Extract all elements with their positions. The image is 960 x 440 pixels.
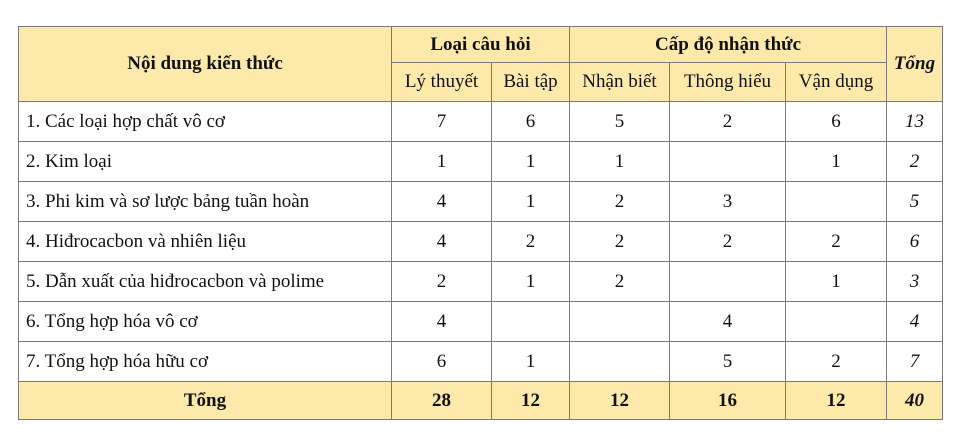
cell-theory: 2	[392, 262, 492, 302]
cell-recognition: 2	[570, 262, 670, 302]
cell-application: 6	[786, 102, 887, 142]
cell-theory: 7	[392, 102, 492, 142]
table-row	[19, 302, 943, 342]
table-row	[19, 142, 943, 182]
cell-theory: 1	[392, 142, 492, 182]
table-row	[19, 182, 943, 222]
cell-theory: 4	[392, 182, 492, 222]
total-label: Tổng	[19, 382, 392, 420]
table-footer	[19, 382, 943, 420]
header-content: Nội dung kiến thức	[19, 27, 392, 102]
cell-total: 7	[887, 342, 943, 382]
row-topic: 1. Các loại hợp chất vô cơ	[19, 102, 392, 142]
cell-comprehension: 4	[670, 302, 786, 342]
cell-total: 2	[887, 142, 943, 182]
cell-recognition: 5	[570, 102, 670, 142]
cell-recognition: 2	[570, 222, 670, 262]
total-application: 12	[786, 382, 887, 420]
cell-comprehension	[670, 262, 786, 302]
cell-application	[786, 302, 887, 342]
cell-exercise	[492, 302, 570, 342]
cell-exercise: 2	[492, 222, 570, 262]
cell-application	[786, 182, 887, 222]
header-comprehension: Thông hiểu	[670, 63, 786, 102]
row-topic: 3. Phi kim và sơ lược bảng tuần hoàn	[19, 182, 392, 222]
cell-exercise: 6	[492, 102, 570, 142]
cell-comprehension: 2	[670, 222, 786, 262]
header-theory: Lý thuyết	[392, 63, 492, 102]
cell-recognition	[570, 342, 670, 382]
table-row	[19, 102, 943, 142]
table-row	[19, 222, 943, 262]
cell-application: 2	[786, 222, 887, 262]
total-grand: 40	[887, 382, 943, 420]
cell-theory: 6	[392, 342, 492, 382]
total-exercise: 12	[492, 382, 570, 420]
cell-recognition: 2	[570, 182, 670, 222]
total-recognition: 12	[570, 382, 670, 420]
knowledge-matrix-table	[18, 26, 943, 420]
cell-theory: 4	[392, 222, 492, 262]
row-topic: 4. Hiđrocacbon và nhiên liệu	[19, 222, 392, 262]
cell-total: 4	[887, 302, 943, 342]
row-topic: 5. Dẫn xuất của hiđrocacbon và polime	[19, 262, 392, 302]
table-row	[19, 262, 943, 302]
total-comprehension: 16	[670, 382, 786, 420]
header-application: Vận dụng	[786, 63, 887, 102]
cell-recognition	[570, 302, 670, 342]
cell-exercise: 1	[492, 342, 570, 382]
cell-total: 13	[887, 102, 943, 142]
cell-comprehension: 2	[670, 102, 786, 142]
cell-recognition: 1	[570, 142, 670, 182]
header-exercise: Bài tập	[492, 63, 570, 102]
cell-total: 5	[887, 182, 943, 222]
cell-application: 1	[786, 142, 887, 182]
table-row	[19, 342, 943, 382]
table-body	[19, 102, 943, 382]
row-topic: 6. Tổng hợp hóa vô cơ	[19, 302, 392, 342]
row-topic: 7. Tổng hợp hóa hữu cơ	[19, 342, 392, 382]
cell-comprehension: 5	[670, 342, 786, 382]
cell-total: 3	[887, 262, 943, 302]
table-container	[18, 26, 943, 420]
total-row	[19, 382, 943, 420]
cell-total: 6	[887, 222, 943, 262]
total-theory: 28	[392, 382, 492, 420]
cell-exercise: 1	[492, 262, 570, 302]
cell-exercise: 1	[492, 182, 570, 222]
header-total: Tổng	[887, 27, 943, 102]
cell-exercise: 1	[492, 142, 570, 182]
cell-comprehension: 3	[670, 182, 786, 222]
cell-application: 1	[786, 262, 887, 302]
cell-application: 2	[786, 342, 887, 382]
cell-comprehension	[670, 142, 786, 182]
table-header	[19, 27, 943, 102]
header-question-type: Loại câu hỏi	[392, 27, 570, 63]
header-cognitive-level: Cấp độ nhận thức	[570, 27, 887, 63]
header-recognition: Nhận biết	[570, 63, 670, 102]
cell-theory: 4	[392, 302, 492, 342]
row-topic: 2. Kim loại	[19, 142, 392, 182]
